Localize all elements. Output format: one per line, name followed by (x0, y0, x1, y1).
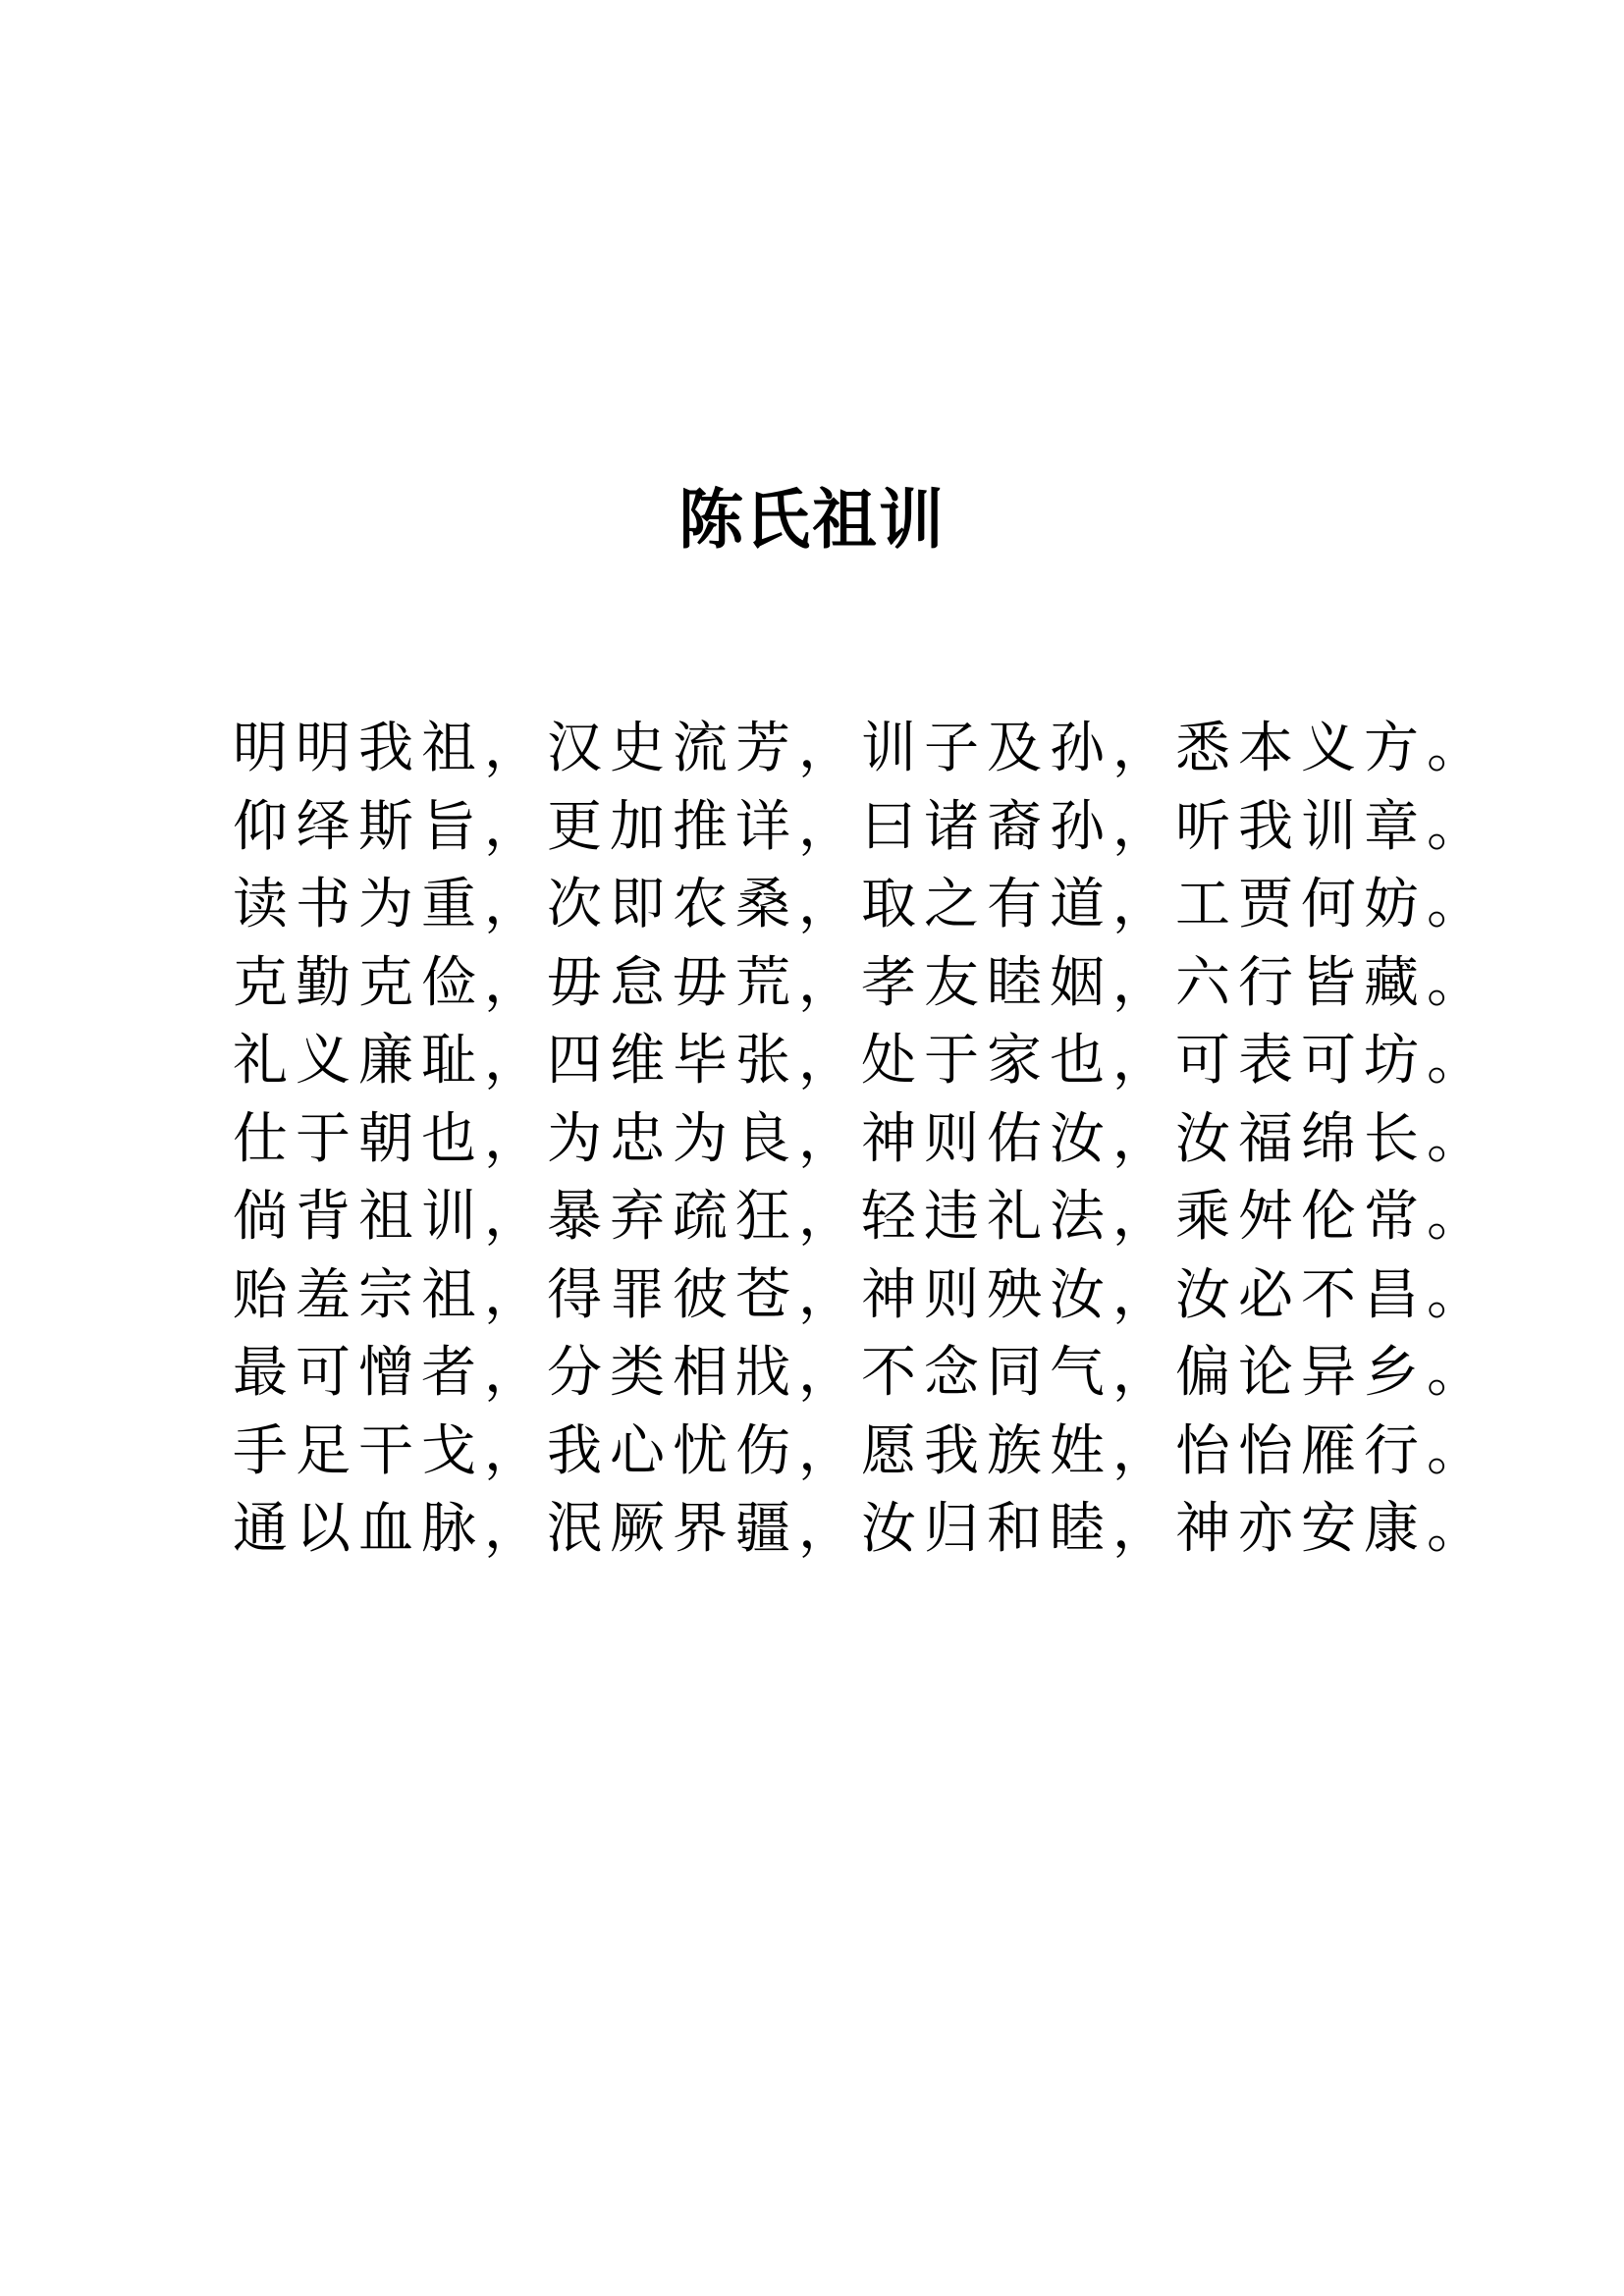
text-line: 倘背祖训，暴弃疏狂，轻违礼法，乘舛伦常。 (233, 1185, 1489, 1249)
text-line: 克勤克俭，毋怠毋荒，孝友睦姻，六行皆藏。 (233, 950, 1489, 1015)
text-line: 通以血脉，泯厥界疆，汝归和睦，神亦安康。 (233, 1497, 1489, 1561)
text-line: 仰绎斯旨，更加推详，曰诸裔孙，听我训章。 (233, 794, 1489, 859)
text-line: 明明我祖，汉史流芳，训子及孙，悉本义方。 (233, 717, 1489, 780)
text-line: 读书为重，次即农桑，取之有道，工贾何妨。 (233, 873, 1489, 936)
ancestral-instructions-text (233, 710, 1529, 1569)
text-line: 贻羞宗祖，得罪彼苍，神则殃汝，汝必不昌。 (233, 1262, 1489, 1327)
page-title: 陈氏祖训 (678, 482, 946, 558)
text-line: 仕于朝也，为忠为良，神则佑汝，汝福绵长。 (233, 1106, 1489, 1171)
text-line: 最可憎者，分类相戕，不念同气，偏论异乡。 (233, 1341, 1489, 1405)
text-line: 礼义廉耻，四维毕张，处于家也，可表可坊。 (233, 1029, 1489, 1093)
text-line: 手足干戈，我心忧伤，愿我族姓，怡怡雁行。 (233, 1418, 1489, 1483)
